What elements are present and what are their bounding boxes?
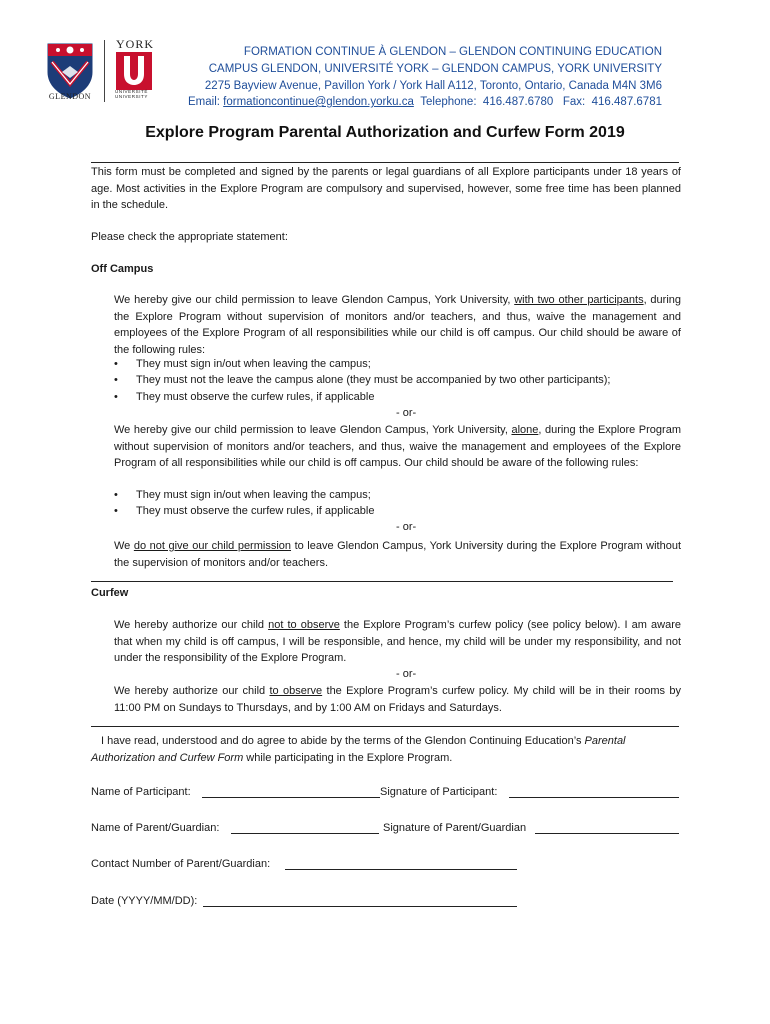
curfew-option-1[interactable] bbox=[114, 617, 681, 667]
parent-signature-field[interactable] bbox=[535, 833, 679, 834]
list-item bbox=[114, 372, 681, 389]
participant-signature-label: Signature of Participant: bbox=[380, 786, 498, 798]
curfew-option-2-text-a: We hereby authorize our child bbox=[114, 685, 270, 697]
page-title: Explore Program Parental Authorization and Curfew Form 2019 bbox=[145, 124, 625, 141]
instruction-text: Please check the appropriate statement: bbox=[91, 231, 288, 243]
header-line-1: FORMATION CONTINUE À GLENDON – GLENDON CONTINUING EDUCATION bbox=[243, 46, 662, 58]
or-separator: - or- bbox=[396, 521, 417, 533]
curfew-option-2-emphasis: to observe bbox=[269, 685, 323, 697]
off-campus-option-1[interactable] bbox=[114, 292, 681, 358]
logo-divider bbox=[104, 40, 105, 102]
agreement-text-a: I have read, understood and do agree to abide by the terms of the Glendon Continuing Education’s bbox=[101, 735, 585, 747]
fax-label: Fax: bbox=[562, 96, 586, 108]
curfew-option-1-text-a: We hereby authorize our child bbox=[114, 619, 269, 631]
or-separator: - or- bbox=[396, 407, 417, 419]
phone-label: Telephone: bbox=[420, 96, 477, 108]
bullet-text: They must sign in/out when leaving the campus; bbox=[136, 489, 371, 501]
bullet-text: They must observe the curfew rules, if applicable bbox=[136, 391, 375, 403]
agreement-text-b: while participating in the Explore Program. bbox=[243, 751, 453, 764]
curfew-option-2[interactable] bbox=[114, 683, 681, 716]
off-campus-heading: Off Campus bbox=[91, 263, 154, 275]
contact-number-label: Contact Number of Parent/Guardian: bbox=[91, 858, 271, 870]
date-field[interactable] bbox=[203, 906, 517, 907]
option-2-text-a: We hereby give our child permission to leave Glendon Campus, York University, bbox=[114, 424, 512, 436]
participant-signature-field[interactable] bbox=[509, 797, 679, 798]
off-campus-option-3[interactable] bbox=[114, 538, 681, 571]
curfew-option-1-emphasis: not to observe bbox=[268, 619, 340, 631]
agreement-text bbox=[91, 733, 681, 766]
curfew-option-1-text-b: the Explore Program’s curfew policy (see policy below). I am aware that when my child is off campus, I will be responsible, and hence, my child will be under my responsibility, and not under the responsibility of the Explore Program. bbox=[114, 619, 681, 664]
section-rule bbox=[91, 581, 673, 582]
title-rule bbox=[91, 162, 679, 163]
option-1-text-a: We hereby give our child permission to leave Glendon Campus, York University, bbox=[114, 294, 515, 306]
option-3-text-a: We bbox=[114, 540, 134, 552]
list-item bbox=[114, 487, 681, 504]
york-sub-fr: UNIVERSITÉ bbox=[115, 89, 149, 94]
bullet-icon: • bbox=[114, 374, 118, 386]
york-sublabel bbox=[115, 89, 148, 99]
date-label: Date (YYYY/MM/DD): bbox=[91, 895, 198, 907]
parent-name-field[interactable] bbox=[231, 833, 379, 834]
glendon-wordmark: GLENDON bbox=[48, 92, 92, 101]
off-campus-option-2[interactable] bbox=[114, 422, 681, 472]
contact-number-field[interactable] bbox=[285, 869, 517, 870]
curfew-heading: Curfew bbox=[91, 587, 129, 599]
section-rule bbox=[91, 726, 679, 727]
parent-name-label: Name of Parent/Guardian: bbox=[91, 822, 220, 834]
intro-text: This form must be completed and signed by the parents or legal guardians of all Explore participants under 18 years of age. Most activities in the Explore Program are compulsory and supervised, however, some free time has been planned in the schedule. bbox=[91, 166, 681, 211]
email-label: Email: bbox=[188, 96, 224, 108]
agreement-form-name: Parental Authorization and Curfew Form bbox=[91, 735, 626, 764]
list-item bbox=[114, 503, 681, 520]
option-3-emphasis: do not give our child permission bbox=[133, 540, 292, 552]
curfew-option-2-text-b: the Explore Program’s curfew policy. My child will be in their rooms by 11:00 PM on Sundays to Thursdays, and by 1:00 AM on Fridays and Saturdays. bbox=[114, 685, 681, 714]
header-line-2: CAMPUS GLENDON, UNIVERSITÉ YORK – GLENDON CAMPUS, YORK UNIVERSITY bbox=[208, 63, 662, 75]
bullet-icon: • bbox=[114, 391, 118, 403]
bullet-icon: • bbox=[114, 358, 118, 370]
option-1-text-b: , during the Explore Program without supervision of monitors and/or teachers, and thus, waive the management and employees of the Explore Program of all responsibilities while our child is off campus. Our child should be aware of the following rules: bbox=[114, 294, 681, 356]
option-2-emphasis: alone bbox=[511, 424, 539, 436]
list-item bbox=[114, 356, 681, 373]
participant-name-field[interactable] bbox=[202, 797, 380, 798]
parent-signature-label: Signature of Parent/Guardian bbox=[383, 822, 527, 834]
option-3-text-b: to leave Glendon Campus, York University during the Explore Program without the supervision of monitors and/or teachers. bbox=[114, 540, 682, 569]
bullet-icon: • bbox=[114, 505, 118, 517]
participant-name-label: Name of Participant: bbox=[91, 786, 191, 798]
header-address: 2275 Bayview Avenue, Pavillon York / York Hall A112, Toronto, Ontario, Canada M4N 3M6 bbox=[204, 80, 662, 92]
york-sub-en: UNIVERSITY bbox=[115, 94, 149, 99]
email-link[interactable]: formationcontinue@glendon.yorku.ca bbox=[223, 96, 414, 108]
york-u-logo bbox=[116, 52, 152, 90]
york-wordmark: YORK bbox=[116, 37, 155, 51]
fax-number: 416.487.6781 bbox=[591, 96, 662, 108]
bullet-text: They must not the leave the campus alone (they must be accompanied by two other participants); bbox=[136, 374, 611, 386]
bullet-text: They must observe the curfew rules, if applicable bbox=[136, 505, 375, 517]
bullet-icon: • bbox=[114, 489, 118, 501]
phone-number: 416.487.6780 bbox=[482, 96, 554, 108]
bullet-text: They must sign in/out when leaving the campus; bbox=[136, 358, 371, 370]
list-item bbox=[114, 389, 681, 406]
option-1-emphasis: with two other participants bbox=[514, 294, 644, 306]
glendon-crest-logo bbox=[44, 38, 96, 100]
option-2-text-b: , during the Explore Program without supervision of monitors and/or teachers, and thus, waive the management and employees of the Explore Program of all responsibilities while our child is off campus. Our child should be aware of the following rules: bbox=[114, 424, 681, 469]
header-contact bbox=[188, 96, 662, 108]
or-separator: - or- bbox=[396, 668, 417, 680]
